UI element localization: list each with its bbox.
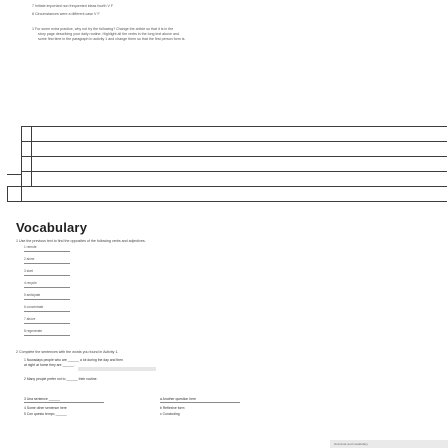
practice-paragraph-line-2: story page describing your daily routine. Highlight all the verbs in the long text above and [38,32,180,36]
exercise-2-instruction: 2 Complete the sentences with the words you found in Activity 1. [16,350,119,354]
answer-line [24,311,70,312]
page-footer [330,440,448,448]
answer-line [24,335,70,336]
grid-divider [31,126,32,186]
footer-text: Grammar and vocabulary [334,442,368,446]
left-item-5: 5 Con questo tempo ______ [24,412,67,416]
right-item-a: a Another question here [160,397,197,401]
answer-line [24,323,70,324]
answer-line [24,275,70,276]
answer-line [24,299,70,300]
answer-line [24,287,70,288]
section-title: Vocabulary [16,220,88,235]
grid-divider [7,186,8,202]
vocab-word: 6 concentrate [24,305,44,309]
vocab-word: 3 start [24,269,33,273]
grid-line [7,201,447,202]
vocab-word: 1 remote [24,245,37,249]
vocab-word: 5 anticipate [24,293,41,297]
grid-line [21,126,447,127]
grid-line [7,186,447,187]
sentence-1-cont: at night at home they are ______. [24,363,75,367]
grid-line [21,171,447,172]
right-item-b: b Reflexive form [160,406,185,410]
writing-grid [7,126,447,202]
sentence-1: 1 Nowadays people who are ______ a lot during the day and then [24,358,123,362]
true-false-item-7: 7 Initiate important non frequented ideas fourth V F [32,4,114,8]
left-item-4: 4 Some other sentence here [24,406,67,410]
grid-stub [7,174,21,175]
grid-line [21,141,447,142]
left-item-3: 3 Una sentence ______ [24,397,61,401]
practice-paragraph-line-1: 1 For some extra practice, why not try the following? Change the article so that it is in the [32,27,174,31]
grid-divider [21,126,22,202]
vocab-instruction: 1 Use the previous text to find the opposites of the following verbs and adjectives. [16,239,146,243]
vocab-word: 2 alone [24,257,35,261]
sentence-2: 2 Many people prefer not to ______ their routine. [24,377,98,381]
answer-line [160,402,240,403]
right-item-c: c Concluding [160,412,180,416]
grid-line [21,156,447,157]
answer-line [24,263,70,264]
vocab-word: 4 recycle [24,281,37,285]
answer-field[interactable] [78,367,156,371]
answer-line [24,251,70,252]
vocab-word: 7 above [24,317,36,321]
vocab-word: 8 regenerate [24,329,43,333]
practice-paragraph-line-3: some first time in the paragraph in activity 1 and change them so that the first person form is. [38,37,186,41]
true-false-item-8: 8 Circumstances were a different case V F [32,12,100,16]
answer-line [24,402,104,403]
